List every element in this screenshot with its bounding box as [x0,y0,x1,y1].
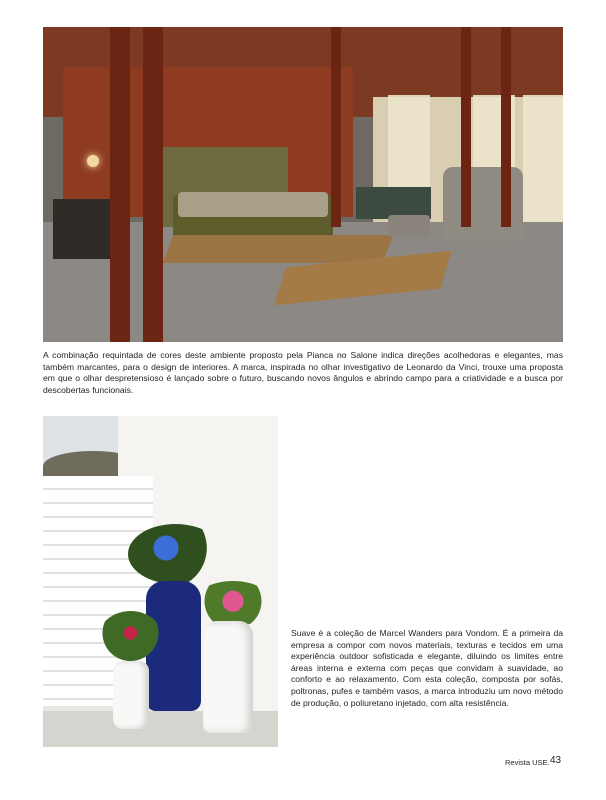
curtain [523,95,563,225]
caption-pianca: A combinação requintada de cores deste ambiente proposto pela Pianca no Salone indica direções acolhedoras e elegantes, mas também marcantes, para o design de interiores. A marca, inspirada no olhar investigativo de Leonardo da Vinci, trouxe uma proposta em que o olhar despretensioso é lançado sobre o futuro, buscando novos ângulos e abrindo campo para a criatividade e a busca por descobertas funcionais. [43,350,563,395]
photo-vondom-vases [43,416,278,747]
plant-pink-flowers [193,581,273,626]
vase-white-small [113,661,149,729]
column [110,27,130,342]
photo-showroom-bedroom [43,27,563,342]
column [501,27,511,227]
desk [53,199,113,259]
plant-red-flowers [98,611,163,666]
vase-white-large [203,621,253,733]
column [143,27,163,342]
plant-blue-orchid [128,524,223,584]
rug [162,235,393,263]
magazine-name: Revista USE. [505,758,550,767]
duvet [178,192,328,217]
page-number: 43 [550,755,562,766]
caption-vondom: Suave é a coleção de Marcel Wanders para Vondom. É a primeira da empresa a compor com novos materiais, texturas e tecidos em uma experiência outdoor sofisticada e elegante, diluindo os limites entre áreas interna e externa com peças que convidam à suavidade, ao conforto e ao relaxamento. Com esta coleção, composta por sofás, poltronas, pufes e também vasos, a marca introduziu um novo método de produção, o poliuretano injetado, com alta resistência. [291,628,563,708]
column [331,27,341,227]
armchair [443,167,523,242]
column [461,27,471,227]
lamp [87,155,99,167]
ottoman [388,215,430,237]
